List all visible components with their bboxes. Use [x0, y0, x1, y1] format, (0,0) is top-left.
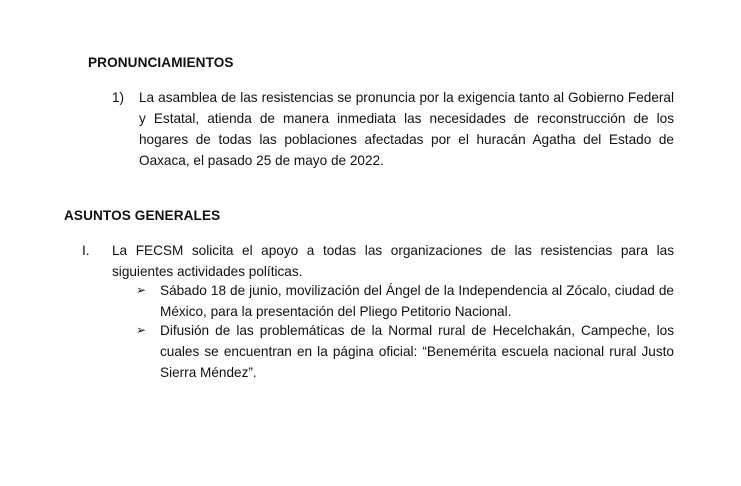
- arrow-bullet-icon: ➢: [136, 323, 147, 337]
- section-heading-asuntos-generales: ASUNTOS GENERALES: [64, 208, 221, 223]
- item-text: La asamblea de las resistencias se pronuncia por la exigencia tanto al Gobierno Federal y Estatal, atienda de manera inmediata las necesidades de reconstrucción de los hogares de todas las poblaciones afectadas por el huracán Agatha del Estado de Oaxaca, el pasado 25 de mayo de 2022.: [139, 90, 674, 168]
- section-heading-pronunciamientos: PRONUNCIAMIENTOS: [88, 55, 234, 70]
- item-number: 1): [112, 90, 125, 105]
- arrow-bullet-icon: ➢: [136, 283, 147, 297]
- bullet-item: [136, 320, 674, 383]
- list-item: [82, 240, 674, 282]
- item-number: I.: [82, 243, 90, 258]
- bullet-text: Difusión de las problemáticas de la Normal rural de Hecelchakán, Campeche, los cuales se encuentran en la página oficial: “Benemérita escuela nacional rural Justo Sierra Méndez”.: [160, 323, 674, 380]
- list-item: [112, 87, 674, 171]
- item-text: La FECSM solicita el apoyo a todas las organizaciones de las resistencias para las siguientes actividades políticas.: [112, 243, 674, 279]
- bullet-text: Sábado 18 de junio, movilización del Ángel de la Independencia al Zócalo, ciudad de México, para la presentación del Pliego Petitorio Nacional.: [160, 283, 674, 319]
- bullet-item: [136, 280, 674, 322]
